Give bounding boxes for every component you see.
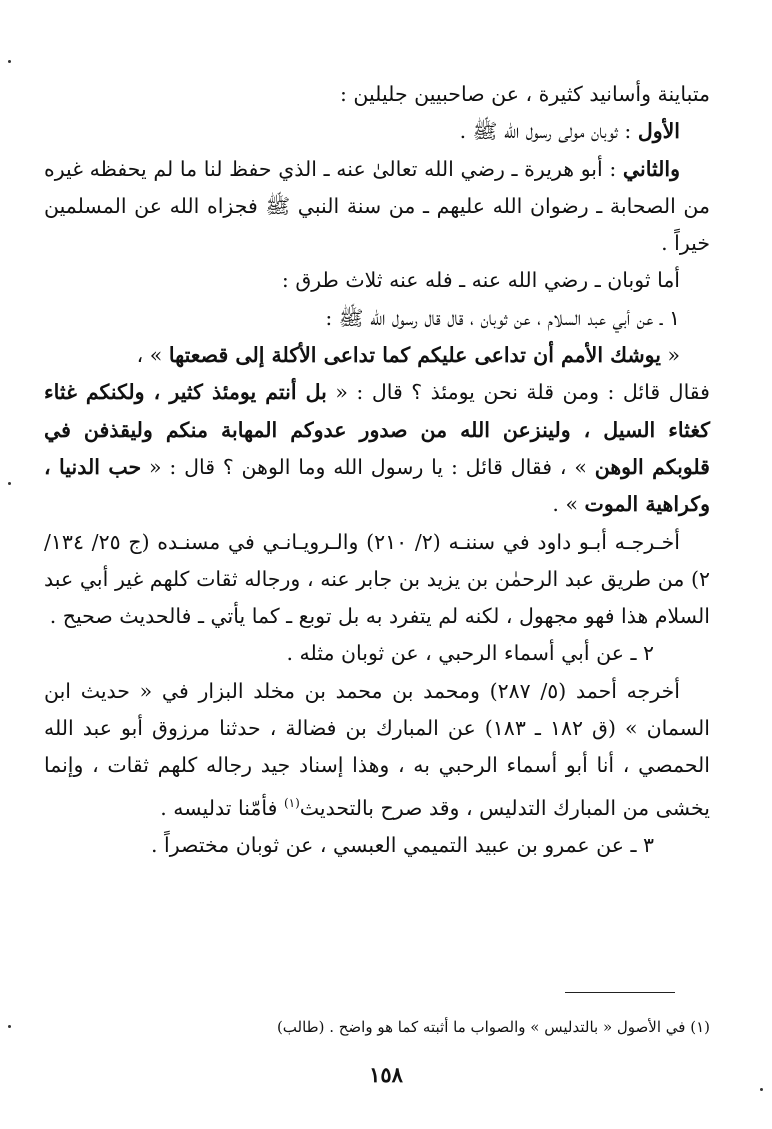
hadith-text: بل أنتم يومئذ كثير ، ولكنكم غثاء كغثاء السيل ، ولينزعن الله من صدور عدوكم المهابة منكم وليقذفن في قلوبكم الوهن [44, 380, 710, 479]
paragraph-first [44, 113, 710, 150]
scan-speck [8, 60, 11, 63]
text-run: » ، فقال قائل : يا رسول الله وما الوهن ؟ قال : « [148, 454, 587, 479]
scan-speck [760, 1088, 763, 1091]
paragraph-route-1: ١ ـ عن أبي عبد السلام ، عن ثوبان ، قال قال رسول الله ﷺ : [325, 305, 680, 330]
paragraph-route-2: ٢ ـ عن أبي أسماء الرحبي ، عن ثوبان مثله . [286, 641, 654, 666]
quote-close: » ، [136, 343, 163, 368]
scan-speck [8, 482, 11, 485]
text-run: أخرجه أحمد (٥/ ٢٨٧) ومحمد بن محمد بن مخلد البزار في « حديث ابن السمان » (ق ١٨٢ ـ ١٨٣) عن المبارك بن فضالة ، حدثنا مرزوق أبو عبد الله الحمصي ، أنا أبو أسماء الرحبي به ، وهذا إسناد جيد رجاله كلهم ثقات ، وإنما يخشى من المبارك التدليس ، وقد صرح بالتحديث [44, 678, 710, 820]
footnote: (١) في الأصول « بالتدليس » والصواب ما أثبته كما هو واضح . (طالب) [276, 1018, 710, 1036]
paragraph-route-3: ٣ ـ عن عمرو بن عبيد التميمي العبسي ، عن ثوبان مختصراً . [151, 832, 654, 857]
paragraph-second [44, 151, 710, 263]
paragraph-dialogue [44, 374, 710, 523]
quote-open: « [667, 343, 680, 368]
main-text [44, 76, 710, 864]
footnote-separator [565, 992, 675, 993]
text-run: : أبو هريرة ـ رضي الله تعالىٰ عنه ـ الذي حفظ لنا ما لم يحفظه غيره من الصحابة ـ رضوان الله عليهم ـ من سنة النبي ﷺ فجزاه الله عن المسلمين خيراً . [44, 156, 710, 256]
page-number: ١٥٨ [369, 1062, 403, 1087]
paragraph-takhrij-2 [44, 673, 710, 827]
label-first: الأول [637, 119, 680, 144]
text-run: فأمّنا تدليسه . [160, 795, 278, 820]
hadith-text: يوشك الأمم أن تداعى عليكم كما تداعى الأكلة إلى قصعتها [168, 343, 661, 368]
footnote-marker: (١) [283, 795, 300, 810]
text-run: : ثوبان مولى رسول الله ﷺ . [459, 119, 632, 144]
text-run: فقال قائل : ومن قلة نحن يومئذ ؟ قال : « [335, 380, 710, 405]
paragraph-takhrij-1: أخـرجـه أبـو داود في سننـه (٢/ ٢١٠) والـرويـانـي في مسنـده (ج ٢٥/ ١٣٤/ ٢) من طريق عبد الرحمٰن بن يزيد بن جابر عنه ، ورجاله ثقات كلهم غير أبي عبد السلام هذا فهو مجهول ، لكنه لم يتفرد به بل توبع ـ كما يأتي ـ فالحديث صحيح . [44, 529, 710, 629]
hadith-quote [44, 337, 710, 374]
label-second: والثاني [622, 156, 680, 181]
text-run: » . [552, 492, 578, 517]
text-line: متباينة وأسانيد كثيرة ، عن صاحبيين جليلين : [339, 82, 710, 106]
paragraph-thawban: أما ثوبان ـ رضي الله عنه ـ فله عنه ثلاث طرق : [281, 268, 680, 293]
scan-speck [8, 1025, 11, 1028]
hadith-text: حب الدنيا ، وكراهية الموت [44, 454, 710, 517]
